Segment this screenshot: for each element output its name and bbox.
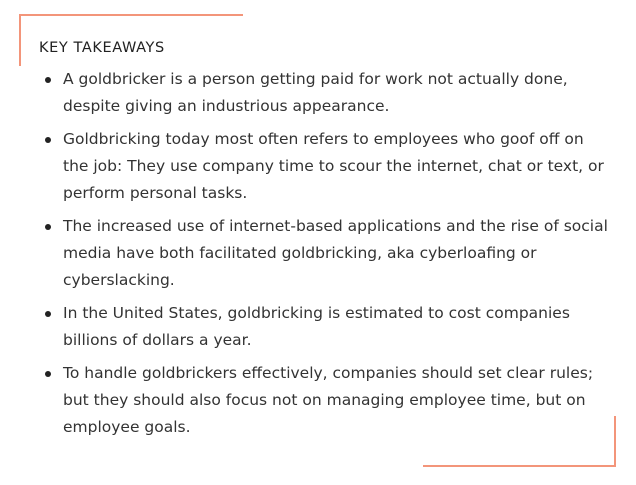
bullet-icon bbox=[45, 224, 51, 230]
list-item bbox=[41, 66, 609, 120]
corner-accent-left bbox=[19, 14, 21, 66]
corner-accent-top bbox=[19, 14, 243, 16]
corner-accent-bottom bbox=[423, 465, 616, 467]
bullet-icon bbox=[45, 137, 51, 143]
takeaway-list bbox=[41, 66, 609, 447]
list-item-text: To handle goldbrickers effectively, companies should set clear rules; but they should also focus not on managing employee time, but on employee goals. bbox=[63, 364, 594, 436]
list-item bbox=[41, 360, 609, 441]
key-takeaways-heading: KEY TAKEAWAYS bbox=[39, 40, 165, 56]
corner-accent-right bbox=[614, 416, 616, 467]
list-item-text: The increased use of internet-based applications and the rise of social media have both facilitated goldbricking, aka cyberloafing or cyberslacking. bbox=[63, 217, 608, 289]
list-item-text: Goldbricking today most often refers to employees who goof off on the job: They use company time to scour the internet, chat or text, or perform personal tasks. bbox=[63, 130, 604, 202]
list-item bbox=[41, 213, 609, 294]
list-item-text: A goldbricker is a person getting paid for work not actually done, despite giving an industrious appearance. bbox=[63, 70, 568, 115]
bullet-icon bbox=[45, 311, 51, 317]
list-item-text: In the United States, goldbricking is estimated to cost companies billions of dollars a year. bbox=[63, 304, 570, 349]
bullet-icon bbox=[45, 371, 51, 377]
list-item bbox=[41, 300, 609, 354]
bullet-icon bbox=[45, 77, 51, 83]
list-item bbox=[41, 126, 609, 207]
